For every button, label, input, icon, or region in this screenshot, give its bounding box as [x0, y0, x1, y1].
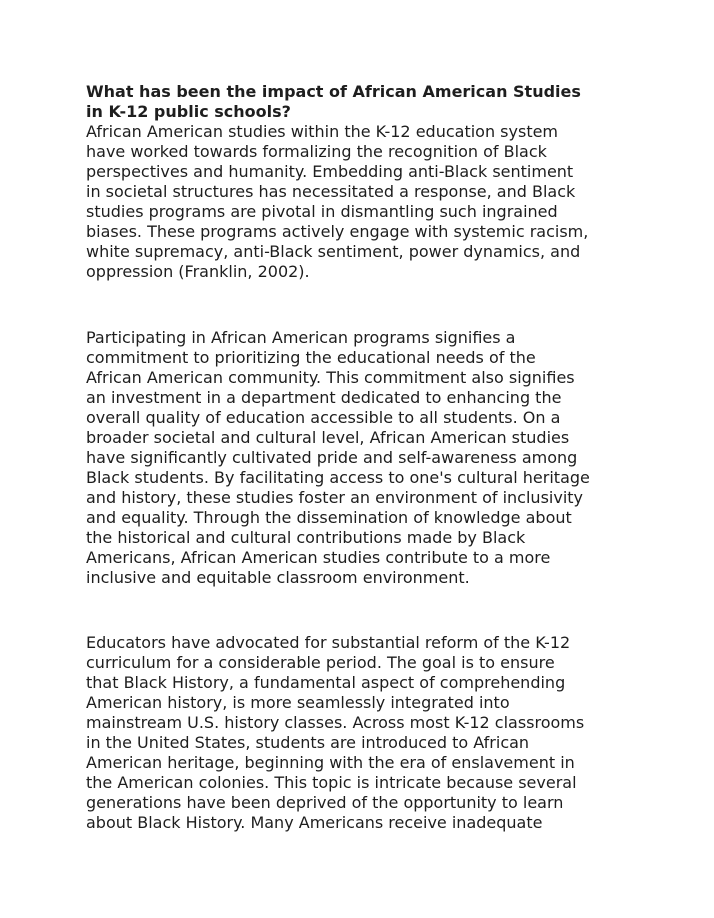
document-page	[86, 82, 646, 833]
paragraph-1: African American studies within the K-12 education system have worked towards formalizing the recognition of Black perspectives and humanity. Embedding anti-Black sentiment in societal structures has necessitated a response, and Black studies programs are pivotal in dismantling such ingrained biases. These programs actively engage with systemic racism, white supremacy, anti-Black sentiment, power dynamics, and oppression (Franklin, 2002).	[86, 122, 589, 281]
paragraph-spacer	[86, 588, 646, 633]
paragraph-2: Participating in African American programs signifies a commitment to prioritizing the educational needs of the African American community. This commitment also signifies an investment in a department dedicated to enhancing the overall quality of education accessible to all students. On a broader societal and cultural level, African American studies have significantly cultivated pride and self-awareness among Black students. By facilitating access to one's cultural heritage and history, these studies foster an environment of inclusivity and equality. Through the dissemination of knowledge about the historical and cultural contributions made by Black Americans, African American studies contribute to a more inclusive and equitable classroom environment.	[86, 328, 590, 587]
paragraph-spacer	[86, 282, 646, 328]
document-heading: What has been the impact of African American Studies in K-12 public schools?	[86, 82, 581, 121]
paragraph-3: Educators have advocated for substantial reform of the K-12 curriculum for a considerable period. The goal is to ensure that Black History, a fundamental aspect of comprehending American history, is more seamlessly integrated into mainstream U.S. history classes. Across most K-12 classrooms in the United States, students are introduced to African American heritage, beginning with the era of enslavement in the American colonies. This topic is intricate because several generations have been deprived of the opportunity to learn about Black History. Many Americans receive inadequate	[86, 633, 585, 832]
